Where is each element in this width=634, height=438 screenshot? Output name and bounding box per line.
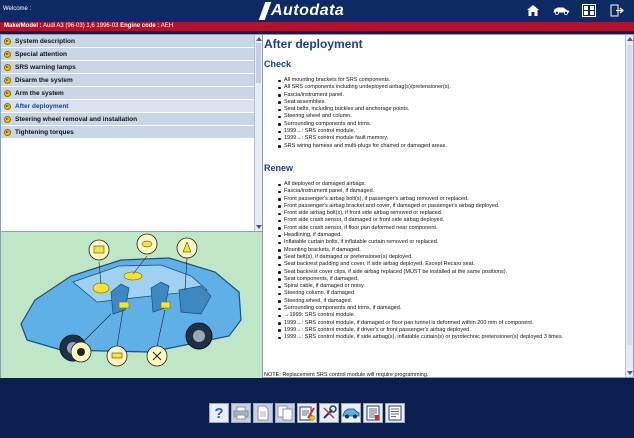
arrow-bullet-icon (4, 64, 11, 71)
page-title: After deployment (264, 37, 363, 51)
menu-item-steering-wheel-removal[interactable] (1, 113, 254, 126)
menu-item-srs-warning-lamps[interactable] (1, 61, 254, 74)
menu-item-label: Special attention (15, 50, 68, 58)
scroll-thumb[interactable] (256, 43, 261, 83)
menu-item-label: Steering wheel removal and installation (15, 115, 138, 123)
content-scrollbar[interactable] (625, 35, 633, 377)
arrow-bullet-icon (4, 90, 11, 97)
menu-item-system-description[interactable] (1, 35, 254, 48)
list-item: Headlining, if damaged. (277, 232, 563, 239)
list-item: Seat belt(s), if damaged or pretensioner(s) deployed. (277, 254, 563, 261)
make-model-label: Make/Model : (4, 23, 42, 29)
list-item: 1999→: SRS control module. (277, 128, 451, 135)
list-item: All SRS components including undeployed airbag(s)/pretensioner(s). (277, 84, 451, 91)
menu-item-disarm-the-system[interactable] (1, 74, 254, 87)
list-item: Front side airbag bolt(s), if front side airbag removed or replaced. (277, 210, 563, 217)
make-model-value: Audi A3 (96-03) 1,6 1996-03 (43, 23, 119, 29)
menu-item-label: System description (15, 37, 75, 45)
grid-icon[interactable] (580, 3, 598, 17)
renew-heading: Renew (264, 163, 294, 173)
menu-item-label: Tightening torques (15, 128, 74, 136)
list-item: Steering wheel, if damaged. (277, 298, 563, 305)
list-item: All deployed or damaged airbags. (277, 181, 563, 188)
list-item: 1999→: SRS control module, if side airbag(s), inflatable curtain(s) or pyrotechnic pretensioner(s) deployed 3 times. (277, 334, 563, 341)
menu-item-tightening-torques[interactable] (1, 126, 254, 139)
list-item: Inflatable curtain bolts, if inflatable curtain removed or replaced. (277, 239, 563, 246)
home-icon[interactable] (524, 3, 542, 17)
menu-item-after-deployment[interactable] (1, 100, 254, 113)
arrow-bullet-icon (4, 38, 11, 45)
menu-item-label: Arm the system (15, 89, 64, 97)
list-item: Spiral cable, if damaged or noisy. (277, 283, 563, 290)
topic-menu (1, 35, 254, 139)
left-panel (0, 34, 262, 378)
list-item: Surrounding components and trims, if damaged. (277, 305, 563, 312)
list-item: Seat backrest padding and cover, if side airbag deployed. Except Recaro seat. (277, 261, 563, 268)
repair-times-icon[interactable] (297, 403, 317, 423)
list-item: Front side crash sensor, if floor pan deformed near component. (277, 225, 563, 232)
menu-item-label: Disarm the system (15, 76, 73, 84)
programming-note: NOTE: Replacement SRS control module will require programming. (264, 372, 429, 378)
arrow-bullet-icon (4, 129, 11, 136)
list-item: Steering column, if damaged. (277, 290, 563, 297)
list-item: Front side crash sensor, if damaged or front side airbag deployed. (277, 217, 563, 224)
menu-item-arm-the-system[interactable] (1, 87, 254, 100)
list-item: Seat components, if damaged. (277, 276, 563, 283)
welcome-text: Welcome : (3, 6, 32, 12)
list-item: All mounting brackets for SRS components. (277, 77, 451, 84)
svg-text:?: ? (214, 405, 224, 421)
logo-text: Autodata (271, 2, 345, 19)
logo-slash (259, 2, 272, 20)
list-item: Seat backrest cover clips, if side airbag replaced (MUST be installed at the same positions). (277, 269, 563, 276)
scroll-thumb[interactable] (627, 45, 632, 345)
list-item: Fascia/instrument panel. (277, 92, 451, 99)
arrow-bullet-icon (4, 51, 11, 58)
document-icon[interactable] (253, 403, 273, 423)
scroll-up-icon[interactable] (627, 37, 633, 41)
car-icon[interactable] (552, 3, 570, 17)
list-item: 1999→: SRS control module, if driver's or front passenger's airbag deployed. (277, 327, 563, 334)
content-panel (262, 34, 634, 378)
bottom-bar (0, 378, 634, 438)
list-item: Surrounding components and trims. (277, 121, 451, 128)
list-item: Steering wheel and column. (277, 113, 451, 120)
print-icon[interactable] (231, 403, 251, 423)
menu-item-special-attention[interactable] (1, 48, 254, 61)
list-item: SRS wiring harness and multi-plugs for charred or damaged areas. (277, 143, 451, 150)
engine-code-value: AEH (160, 23, 174, 29)
menu-scrollbar[interactable] (254, 35, 262, 231)
vehicle-info-bar (0, 22, 634, 31)
scroll-down-icon[interactable] (627, 371, 633, 375)
component-location-illustration (1, 231, 263, 379)
list-item: Fascia/instrument panel, if damaged. (277, 188, 563, 195)
help-icon[interactable] (209, 403, 229, 423)
renew-list (277, 181, 563, 342)
vehicle-icon[interactable] (341, 403, 361, 423)
arrow-bullet-icon (4, 77, 11, 84)
list-item: Seat assemblies. (277, 99, 451, 106)
bottom-toolbar (209, 403, 405, 423)
list-item: Front passenger's airbag bracket and cover, if damaged or passenger's airbag deployed. (277, 203, 563, 210)
notes-icon[interactable] (385, 403, 405, 423)
list-item: Mounting brackets, if damaged. (277, 247, 563, 254)
menu-item-label: After deployment (15, 102, 69, 110)
check-heading: Check (264, 59, 292, 69)
copy-icon[interactable] (275, 403, 295, 423)
engine-code-label: Engine code : (120, 23, 160, 29)
list-item: →1999: SRS control module. (277, 312, 563, 319)
list-item: 1999→: SRS control module fault memory. (277, 135, 451, 142)
arrow-bullet-icon (4, 116, 11, 123)
check-list (277, 77, 451, 150)
tools-icon[interactable] (319, 403, 339, 423)
list-item: Front passenger's airbag bolt(s), if passenger's airbag removed or replaced. (277, 196, 563, 203)
car-cutaway-diagram (1, 232, 261, 378)
list-item: Seat belts, including buckles and anchorage points. (277, 106, 451, 113)
list-item: 1999→: SRS control module, if damaged or floor pan tunnel is deformed within 200 mm of component. (277, 320, 563, 327)
procedure-icon[interactable] (363, 403, 383, 423)
arrow-bullet-icon (4, 103, 11, 110)
exit-icon[interactable] (608, 3, 626, 17)
autodata-logo (262, 1, 344, 21)
top-bar (0, 0, 634, 22)
menu-item-label: SRS warning lamps (15, 63, 76, 71)
